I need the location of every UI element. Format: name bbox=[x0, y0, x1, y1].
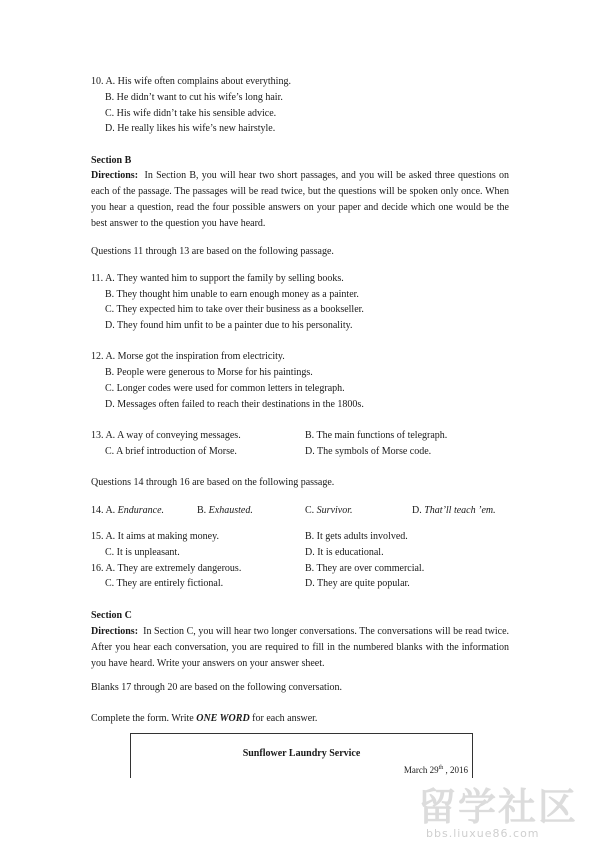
q10-option-b: B. He didn’t want to cut his wife’s long hair. bbox=[105, 92, 283, 103]
q11-option-b: B. They thought him unable to earn enough money as a painter. bbox=[105, 289, 359, 300]
form-title: Sunflower Laundry Service bbox=[242, 748, 361, 759]
section-c-heading: Section C bbox=[91, 610, 132, 621]
form-date-suffix: th bbox=[438, 765, 444, 771]
q12-option-b: B. People were generous to Morse for his paintings. bbox=[105, 367, 313, 378]
watermark-logo-text: 留学社区 bbox=[418, 785, 579, 829]
form-date bbox=[404, 762, 468, 778]
q13-option-c: C. A brief introduction of Morse. bbox=[105, 446, 237, 457]
watermark-url: bbs.liuxue86.com bbox=[426, 827, 540, 840]
q14-option-c-label: C. bbox=[305, 505, 315, 516]
section-c-directions-text: In Section C, you will hear two longer conversations. The conversations will be read twice. After you hear each conversation, you are required to fill in the numbered blanks with the information you have heard. Write your answers on your answer sheet. bbox=[91, 626, 510, 669]
q12-option-d: D. Messages often failed to reach their destinations in the 1800s. bbox=[105, 399, 364, 410]
q14-option-c bbox=[305, 503, 353, 519]
section-c-directions-label: Directions: bbox=[91, 626, 139, 637]
q12-option-c: C. Longer codes were used for common letters in telegraph. bbox=[105, 383, 345, 394]
q11-option-a: 11. A. They wanted him to support the family by selling books. bbox=[91, 273, 344, 284]
q16-option-a: 16. A. They are extremely dangerous. bbox=[91, 563, 242, 574]
laundry-form bbox=[130, 733, 473, 778]
complete-form-instruction bbox=[91, 711, 317, 727]
q10-option-d: D. He really likes his wife’s new hairstyle. bbox=[105, 123, 276, 134]
q11-option-c: C. They expected him to take over their business as a bookseller. bbox=[105, 304, 364, 315]
site-watermark bbox=[418, 785, 593, 845]
q16-option-d: D. They are quite popular. bbox=[305, 578, 410, 589]
q14-option-b-text: Exhausted. bbox=[208, 505, 253, 516]
section-b-directions bbox=[91, 168, 509, 232]
q14-option-d-label: D. bbox=[412, 505, 422, 516]
q15-option-b: B. It gets adults involved. bbox=[305, 531, 408, 542]
section-c-directions bbox=[91, 624, 509, 672]
q14-option-c-text: Survivor. bbox=[316, 505, 353, 516]
section-b-directions-label: Directions: bbox=[91, 170, 139, 181]
q10-option-a: 10. A. His wife often complains about everything. bbox=[91, 76, 291, 87]
section-b-heading: Section B bbox=[91, 155, 132, 166]
form-date-year: , 2016 bbox=[443, 765, 468, 775]
q11-option-d: D. They found him unfit to be a painter due to his personality. bbox=[105, 320, 353, 331]
q13-option-a: 13. A. A way of conveying messages. bbox=[91, 430, 241, 441]
complete-form-suffix: for each answer. bbox=[249, 713, 318, 724]
complete-form-prefix: Complete the form. Write bbox=[91, 713, 197, 724]
q14-number: 14. A. bbox=[91, 505, 116, 516]
intro-q11-13: Questions 11 through 13 are based on the following passage. bbox=[91, 246, 334, 257]
one-word-emphasis: ONE WORD bbox=[196, 713, 250, 724]
q10-option-c: C. His wife didn’t take his sensible advice. bbox=[105, 108, 277, 119]
q14-option-a bbox=[91, 503, 164, 519]
q15-option-a: 15. A. It aims at making money. bbox=[91, 531, 219, 542]
q14-option-b-label: B. bbox=[197, 505, 207, 516]
q14-option-b bbox=[197, 503, 253, 519]
q14-option-a-text: Endurance. bbox=[117, 505, 165, 516]
q13-option-b: B. The main functions of telegraph. bbox=[305, 430, 448, 441]
q14-option-d bbox=[412, 503, 496, 519]
q12-option-a: 12. A. Morse got the inspiration from electricity. bbox=[91, 351, 285, 362]
form-date-month: March 29 bbox=[403, 765, 439, 775]
q14-option-d-text: That’ll teach ’em. bbox=[424, 505, 496, 516]
q13-option-d: D. The symbols of Morse code. bbox=[305, 446, 432, 457]
q15-option-c: C. It is unpleasant. bbox=[105, 547, 180, 558]
intro-q14-16: Questions 14 through 16 are based on the following passage. bbox=[91, 477, 335, 488]
q15-option-d: D. It is educational. bbox=[305, 547, 384, 558]
section-b-directions-text: In Section B, you will hear two short passages, and you will be asked three questions on each of the passage. The passages will be read twice, but the questions will be spoken only once. When you hear a question, read the four possible answers on your paper and decide which one would be the best answer to the question you have heard. bbox=[91, 170, 510, 229]
q16-option-b: B. They are over commercial. bbox=[305, 563, 425, 574]
q16-option-c: C. They are entirely fictional. bbox=[105, 578, 224, 589]
intro-blanks-17-20: Blanks 17 through 20 are based on the following conversation. bbox=[91, 682, 343, 693]
